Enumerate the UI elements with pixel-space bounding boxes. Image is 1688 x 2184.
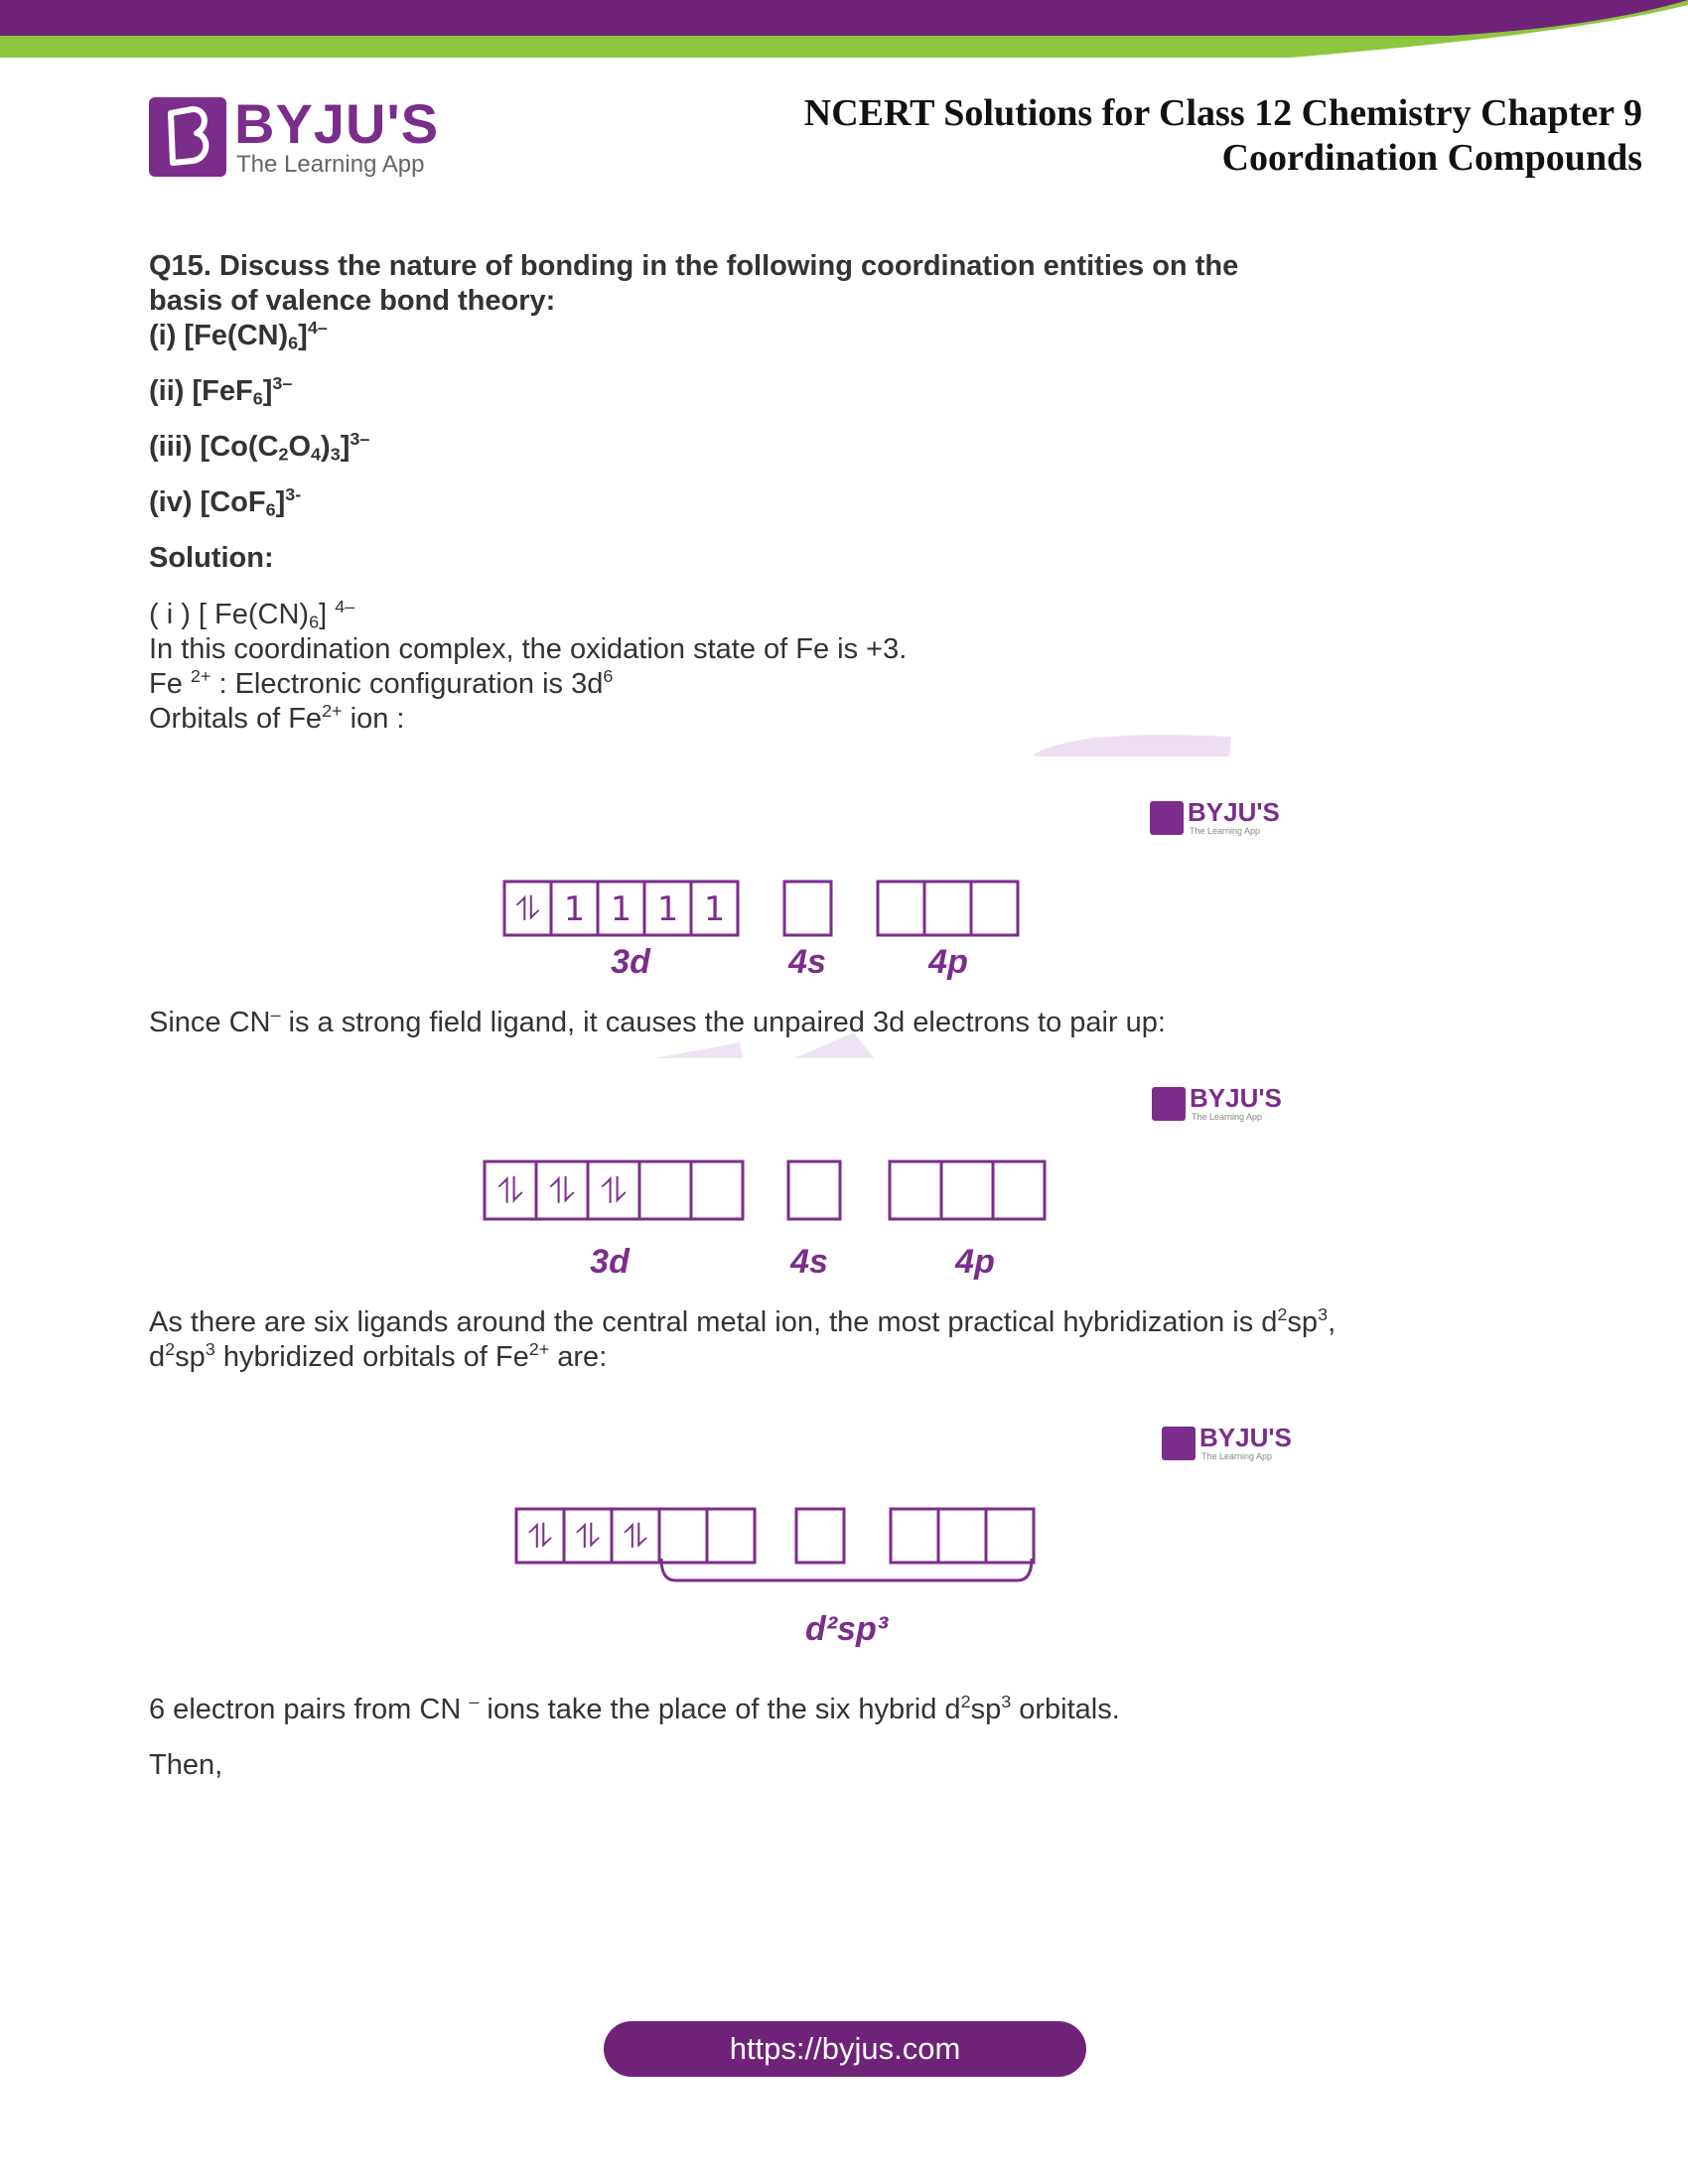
orbital-3d-electron-1-2: ⥮ [600,1170,628,1212]
orbital-4p-box-2-1 [938,1509,986,1563]
orbital-4s-box-2-0 [796,1509,844,1563]
orbital-4p-box-2-0 [891,1509,938,1563]
orbital-3d-electron-1-1: ⥮ [548,1170,576,1212]
footer-url[interactable]: https://byjus.com [729,2031,961,2066]
orbital-3d-box-1-3 [639,1161,691,1219]
orbital-label-1-1: 4s [790,1243,828,1281]
orbital-4p-box-1-1 [941,1161,993,1219]
orbital-label-0-1: 4s [788,943,826,981]
orbital-3d-electron-0-3: 1 [656,888,679,928]
hybrid-label-2: d²sp³ [804,1610,889,1648]
orbital-3d-electron-2-0: ⥮ [527,1516,553,1556]
solution-strong-field: Since CN– is a strong field ligand, it causes the unpaired 3d electrons to pair up: [149,1005,1166,1038]
solution-then: Then, [149,1749,223,1781]
orbital-4s-box-1-0 [788,1161,840,1219]
orbital-4p-box-0-0 [878,882,924,935]
orbital-3d-electron-0-0: ⥮ [515,888,540,928]
question-item-iii: (iii) $[Co(C_2O_4)_3]^{3-}$ [149,429,370,465]
orbital-3d-box-2-3 [659,1509,707,1563]
question-item-ii: (ii) $[FeF_6]^{3-}$ [149,373,293,409]
solution-orbitals-intro: Orbitals of $Fe^{2+}$ ion : [149,701,405,735]
solution-heading: Solution: [149,542,274,574]
orbital-label-1-0: 3d [590,1243,630,1281]
orbital-4s-box-0-0 [784,882,831,935]
orbital-3d-electron-0-4: 1 [703,888,726,928]
logo-tagline: The Learning App [236,151,425,178]
orbital-3d-electron-2-1: ⥮ [575,1516,601,1556]
orbital-label-0-0: 3d [611,943,650,981]
solution-hybridization-line1: As there are six ligands around the central metal ion, the most practical hybridization is $d^2sp^3$, [149,1304,1336,1338]
orbital-label-0-2: 4p [928,943,968,981]
orbital-4p-box-1-0 [890,1161,941,1219]
solution-electron-pairs: 6 electron pairs from CN – ions take the place of the six hybrid $d^2sp^3$ orbitals. [149,1692,1120,1725]
question-line1: Q15. Discuss the nature of bonding in the following coordination entities on the [149,250,1239,282]
page-title-line2: Coordination Compounds [1221,137,1642,179]
orbital-3d-box-2-4 [707,1509,755,1563]
solution-oxidation-state: In this coordination complex, the oxidation state of Fe is +3. [149,633,908,665]
orbital-3d-electron-1-0: ⥮ [496,1170,524,1212]
orbital-4p-box-0-1 [924,882,971,935]
question-item-iv: (iv) $[CoF_6]^{3-}$ [149,484,302,520]
orbital-3d-electron-0-2: 1 [610,888,633,928]
question-item-i: (i) $[Fe(CN)_6]^{4-}$ [149,318,328,353]
orbital-3d-box-1-4 [691,1161,743,1219]
solution-hybridization-line2: $d^2sp^3$ hybridized orbitals of $Fe^{2+}$ are: [149,1339,608,1373]
logo-wordmark: BYJU'S [234,92,440,155]
solution-configuration: Fe $^{2+}$ : Electronic configuration is $3d^6$ [149,666,614,700]
page-title-line1: NCERT Solutions for Class 12 Chemistry Chapter 9 [803,92,1642,134]
orbital-4p-box-1-2 [993,1161,1045,1219]
orbital-4p-box-0-2 [971,882,1018,935]
orbital-3d-electron-0-1: 1 [563,888,586,928]
orbital-3d-electron-2-2: ⥮ [623,1516,648,1556]
orbital-label-1-2: 4p [955,1243,995,1281]
solution-part-i: ( i ) [ $Fe(CN)_6$] $^{4-}$ [149,597,355,632]
orbital-4p-box-2-2 [986,1509,1034,1563]
question-line2: basis of valence bond theory: [149,285,556,317]
